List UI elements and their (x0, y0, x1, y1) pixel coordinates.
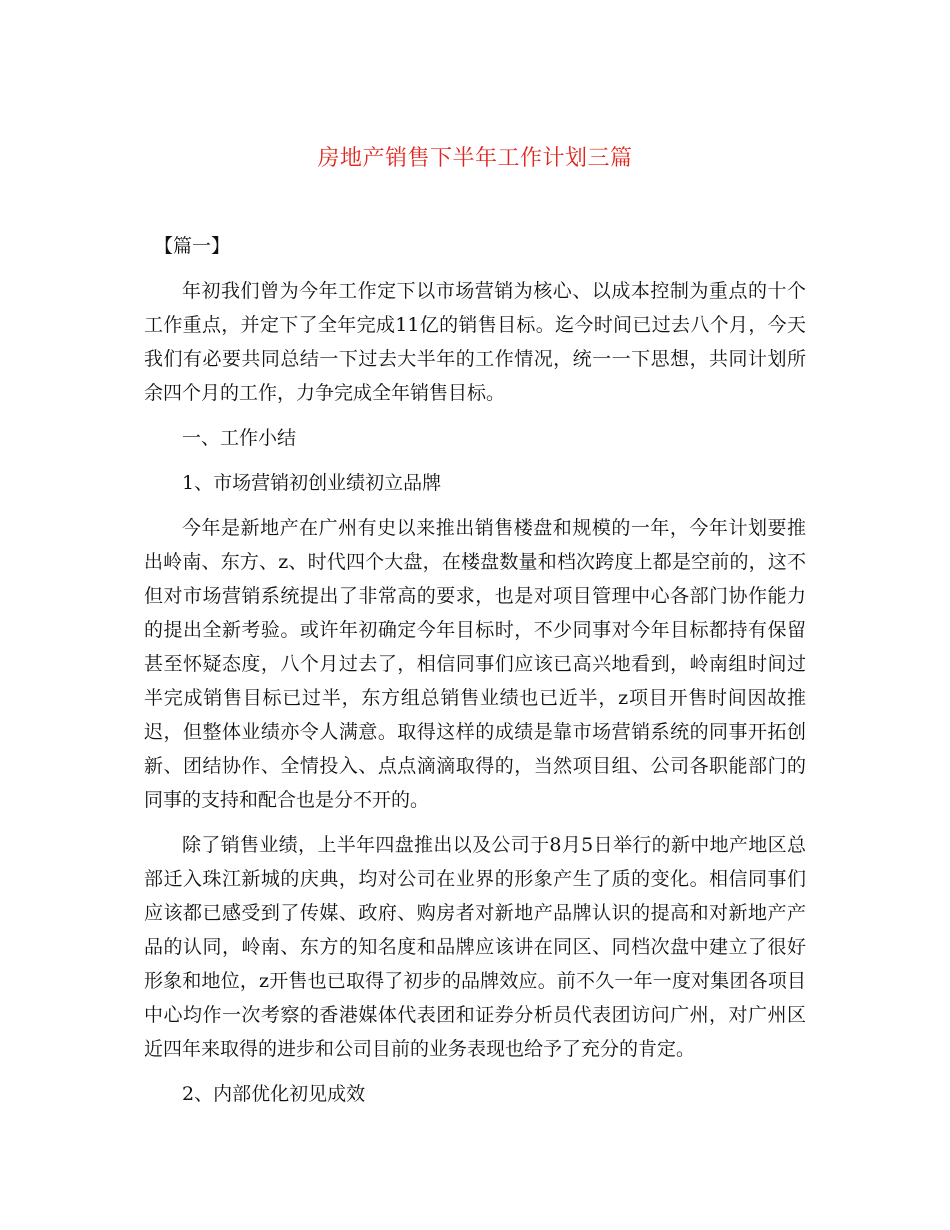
marketing-paragraph: 今年是新地产在广州有史以来推出销售楼盘和规模的一年，今年计划要推出岭南、东方、z、时代四个大盘，在楼盘数量和档次跨度上都是空前的，这不但对市场营销系统提出了非常高的要求，也是对项目管理中心各部门协作能力的提出全新考验。或许年初确定今年目标时，不少同事对今年目标都持有保留甚至怀疑态度，八个月过去了，相信同事们应该已高兴地看到，岭南组时间过半完成销售目标已过半，东方组总销售业绩也已近半，z项目开售时间因故推迟，但整体业绩亦令人满意。取得这样的成绩是靠市场营销系统的同事开拓创新、团结协作、全情投入、点点滴滴取得的，当然项目组、公司各职能部门的同事的支持和配合也是分不开的。 (144, 517, 806, 811)
document-body (144, 229, 806, 1122)
section-label: 【篇一】 (154, 235, 231, 257)
heading-work-summary: 一、工作小结 (182, 427, 297, 449)
document-title: 房地产销售下半年工作计划三篇 (317, 146, 633, 171)
intro-paragraph: 年初我们曾为今年工作定下以市场营销为核心、以成本控制为重点的十个工作重点，并定下了全年完成11亿的销售目标。迄今时间已过去八个月，今天我们有必要共同总结一下过去大半年的工作情况，统一一下思想，共同计划所余四个月的工作，力争完成全年销售目标。 (144, 280, 806, 404)
subheading-marketing: 1、市场营销初创业绩初立品牌 (182, 472, 442, 494)
subheading-internal-optimization: 2、内部优化初见成效 (182, 1083, 366, 1105)
brand-paragraph: 除了销售业绩，上半年四盘推出以及公司于8月5日举行的新中地产地区总部迁入珠江新城的庆典，均对公司在业界的形象产生了质的变化。相信同事们应该都已感受到了传媒、政府、购房者对新地产品牌认识的提高和对新地产产品的认同，岭南、东方的知名度和品牌应该讲在同区、同档次盘中建立了很好形象和地位，z开售也已取得了初步的品牌效应。前不久一年一度对集团各项目中心均作一次考察的香港媒体代表团和证券分析员代表团访问广州，对广州区近四年来取得的进步和公司目前的业务表现也给予了充分的肯定。 (144, 834, 806, 1060)
